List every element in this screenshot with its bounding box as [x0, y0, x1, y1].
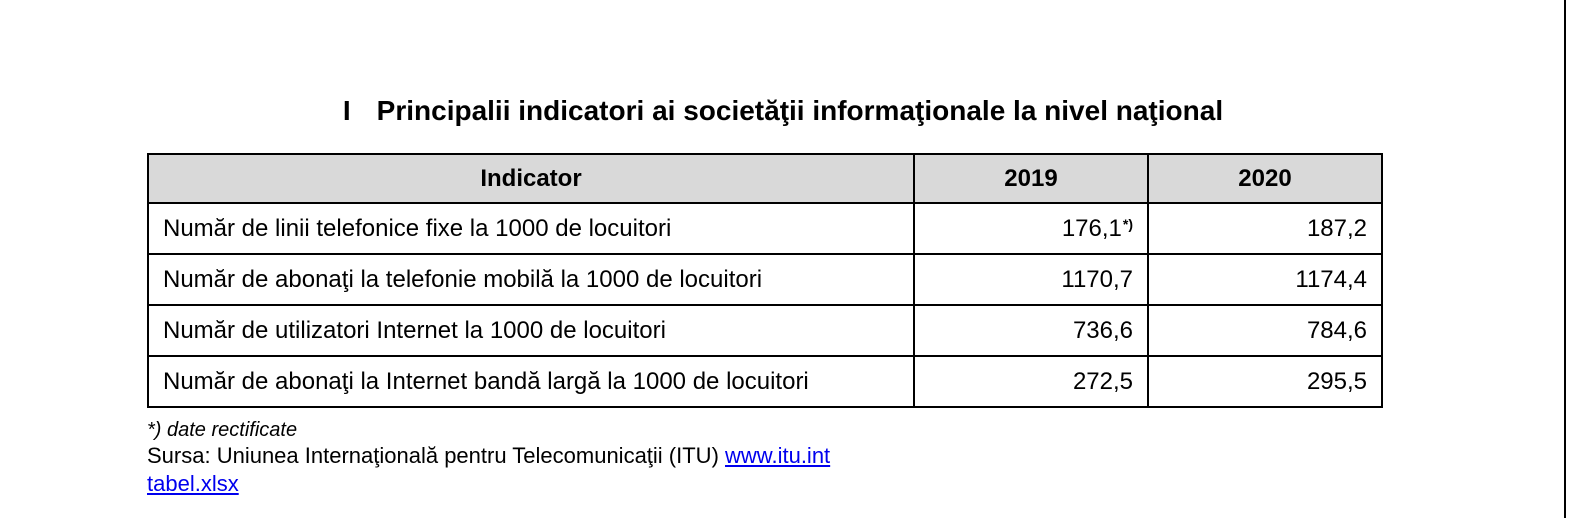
itu-link[interactable]: www.itu.int [725, 443, 831, 468]
source-line [147, 443, 830, 469]
table-row [148, 356, 1382, 407]
value-2019: 176,1 [1061, 214, 1122, 242]
value-2019-cell: 272,5 [914, 356, 1148, 407]
header-2019: 2019 [914, 154, 1148, 203]
table-row [148, 305, 1382, 356]
page-edge-divider [1564, 0, 1566, 518]
value-2020-cell: 295,5 [1148, 356, 1382, 407]
indicator-cell: Număr de abonaţi la telefonie mobilă la 1000 de locuitori [148, 254, 914, 305]
source-text: Sursa: Uniunea Internaţională pentru Telecomunicaţii (ITU) [147, 443, 726, 468]
indicator-cell: Număr de linii telefonice fixe la 1000 de locuitori [148, 203, 914, 254]
section-number: I [342, 94, 351, 126]
indicator-cell: Număr de utilizatori Internet la 1000 de locuitori [148, 305, 914, 356]
table-file-link[interactable]: tabel.xlsx [147, 471, 239, 496]
value-2020-cell: 1174,4 [1148, 254, 1382, 305]
value-2019-cell [914, 203, 1148, 254]
table-row [148, 203, 1382, 254]
table-row [148, 254, 1382, 305]
page-title [0, 93, 1566, 129]
header-indicator: Indicator [148, 154, 914, 203]
value-2019-cell: 736,6 [914, 305, 1148, 356]
value-2020-cell: 187,2 [1148, 203, 1382, 254]
header-2020: 2020 [1148, 154, 1382, 203]
value-2019-cell: 1170,7 [914, 254, 1148, 305]
indicators-table [147, 153, 1383, 408]
indicator-cell: Număr de abonaţi la Internet bandă largă la 1000 de locuitori [148, 356, 914, 407]
table-header-row [148, 154, 1382, 203]
title-text: Principalii indicatori ai societăţii informaţionale la nivel naţional [376, 94, 1224, 126]
value-2020-cell: 784,6 [1148, 305, 1382, 356]
footnote-mark: *) [1122, 215, 1133, 232]
footnote: *) date rectificate [147, 419, 298, 441]
